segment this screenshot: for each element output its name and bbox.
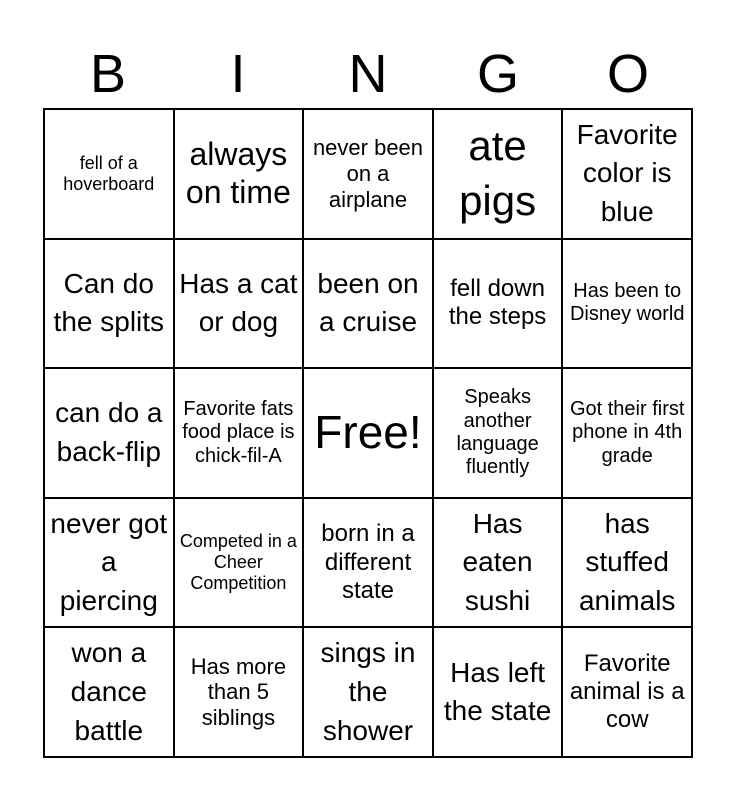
bingo-cell[interactable]: born in a different state [303, 498, 433, 628]
bingo-cell[interactable]: has stuffed animals [562, 498, 692, 628]
header-letter-o: O [606, 44, 649, 104]
bingo-cell[interactable]: Has eaten sushi [433, 498, 563, 628]
bingo-cell[interactable]: Speaks another language fluently [433, 368, 563, 498]
header-letter-n: N [348, 44, 388, 104]
bingo-cell[interactable]: always on time [174, 109, 304, 239]
header-letter-i: I [230, 44, 246, 104]
free-space[interactable]: Free! [303, 368, 433, 498]
bingo-cell[interactable]: Favorite animal is a cow [562, 627, 692, 757]
bingo-cell[interactable]: Can do the splits [44, 239, 174, 369]
bingo-cell[interactable]: Has a cat or dog [174, 239, 304, 369]
bingo-cell[interactable]: Favorite fats food place is chick-fil-A [174, 368, 304, 498]
header-letter-g: G [476, 44, 519, 104]
bingo-cell[interactable]: fell of a hoverboard [44, 109, 174, 239]
bingo-cell[interactable]: Has been to Disney world [562, 239, 692, 369]
header-letter-b: B [89, 44, 127, 104]
bingo-cell[interactable]: Has more than 5 siblings [174, 627, 304, 757]
bingo-cell[interactable]: ate pigs [433, 109, 563, 239]
bingo-cell[interactable]: Got their first phone in 4th grade [562, 368, 692, 498]
bingo-cell[interactable]: Has left the state [433, 627, 563, 757]
bingo-cell[interactable]: been on a cruise [303, 239, 433, 369]
bingo-cell[interactable]: fell down the steps [433, 239, 563, 369]
bingo-cell[interactable]: never got a piercing [44, 498, 174, 628]
bingo-cell[interactable]: Favorite color is blue [562, 109, 692, 239]
bingo-cell[interactable]: sings in the shower [303, 627, 433, 757]
bingo-cell[interactable]: won a dance battle [44, 627, 174, 757]
bingo-cell[interactable]: never been on a airplane [303, 109, 433, 239]
bingo-cell[interactable]: can do a back-flip [44, 368, 174, 498]
bingo-cell[interactable]: Competed in a Cheer Competition [174, 498, 304, 628]
bingo-board [43, 108, 693, 758]
bingo-header [43, 40, 693, 108]
